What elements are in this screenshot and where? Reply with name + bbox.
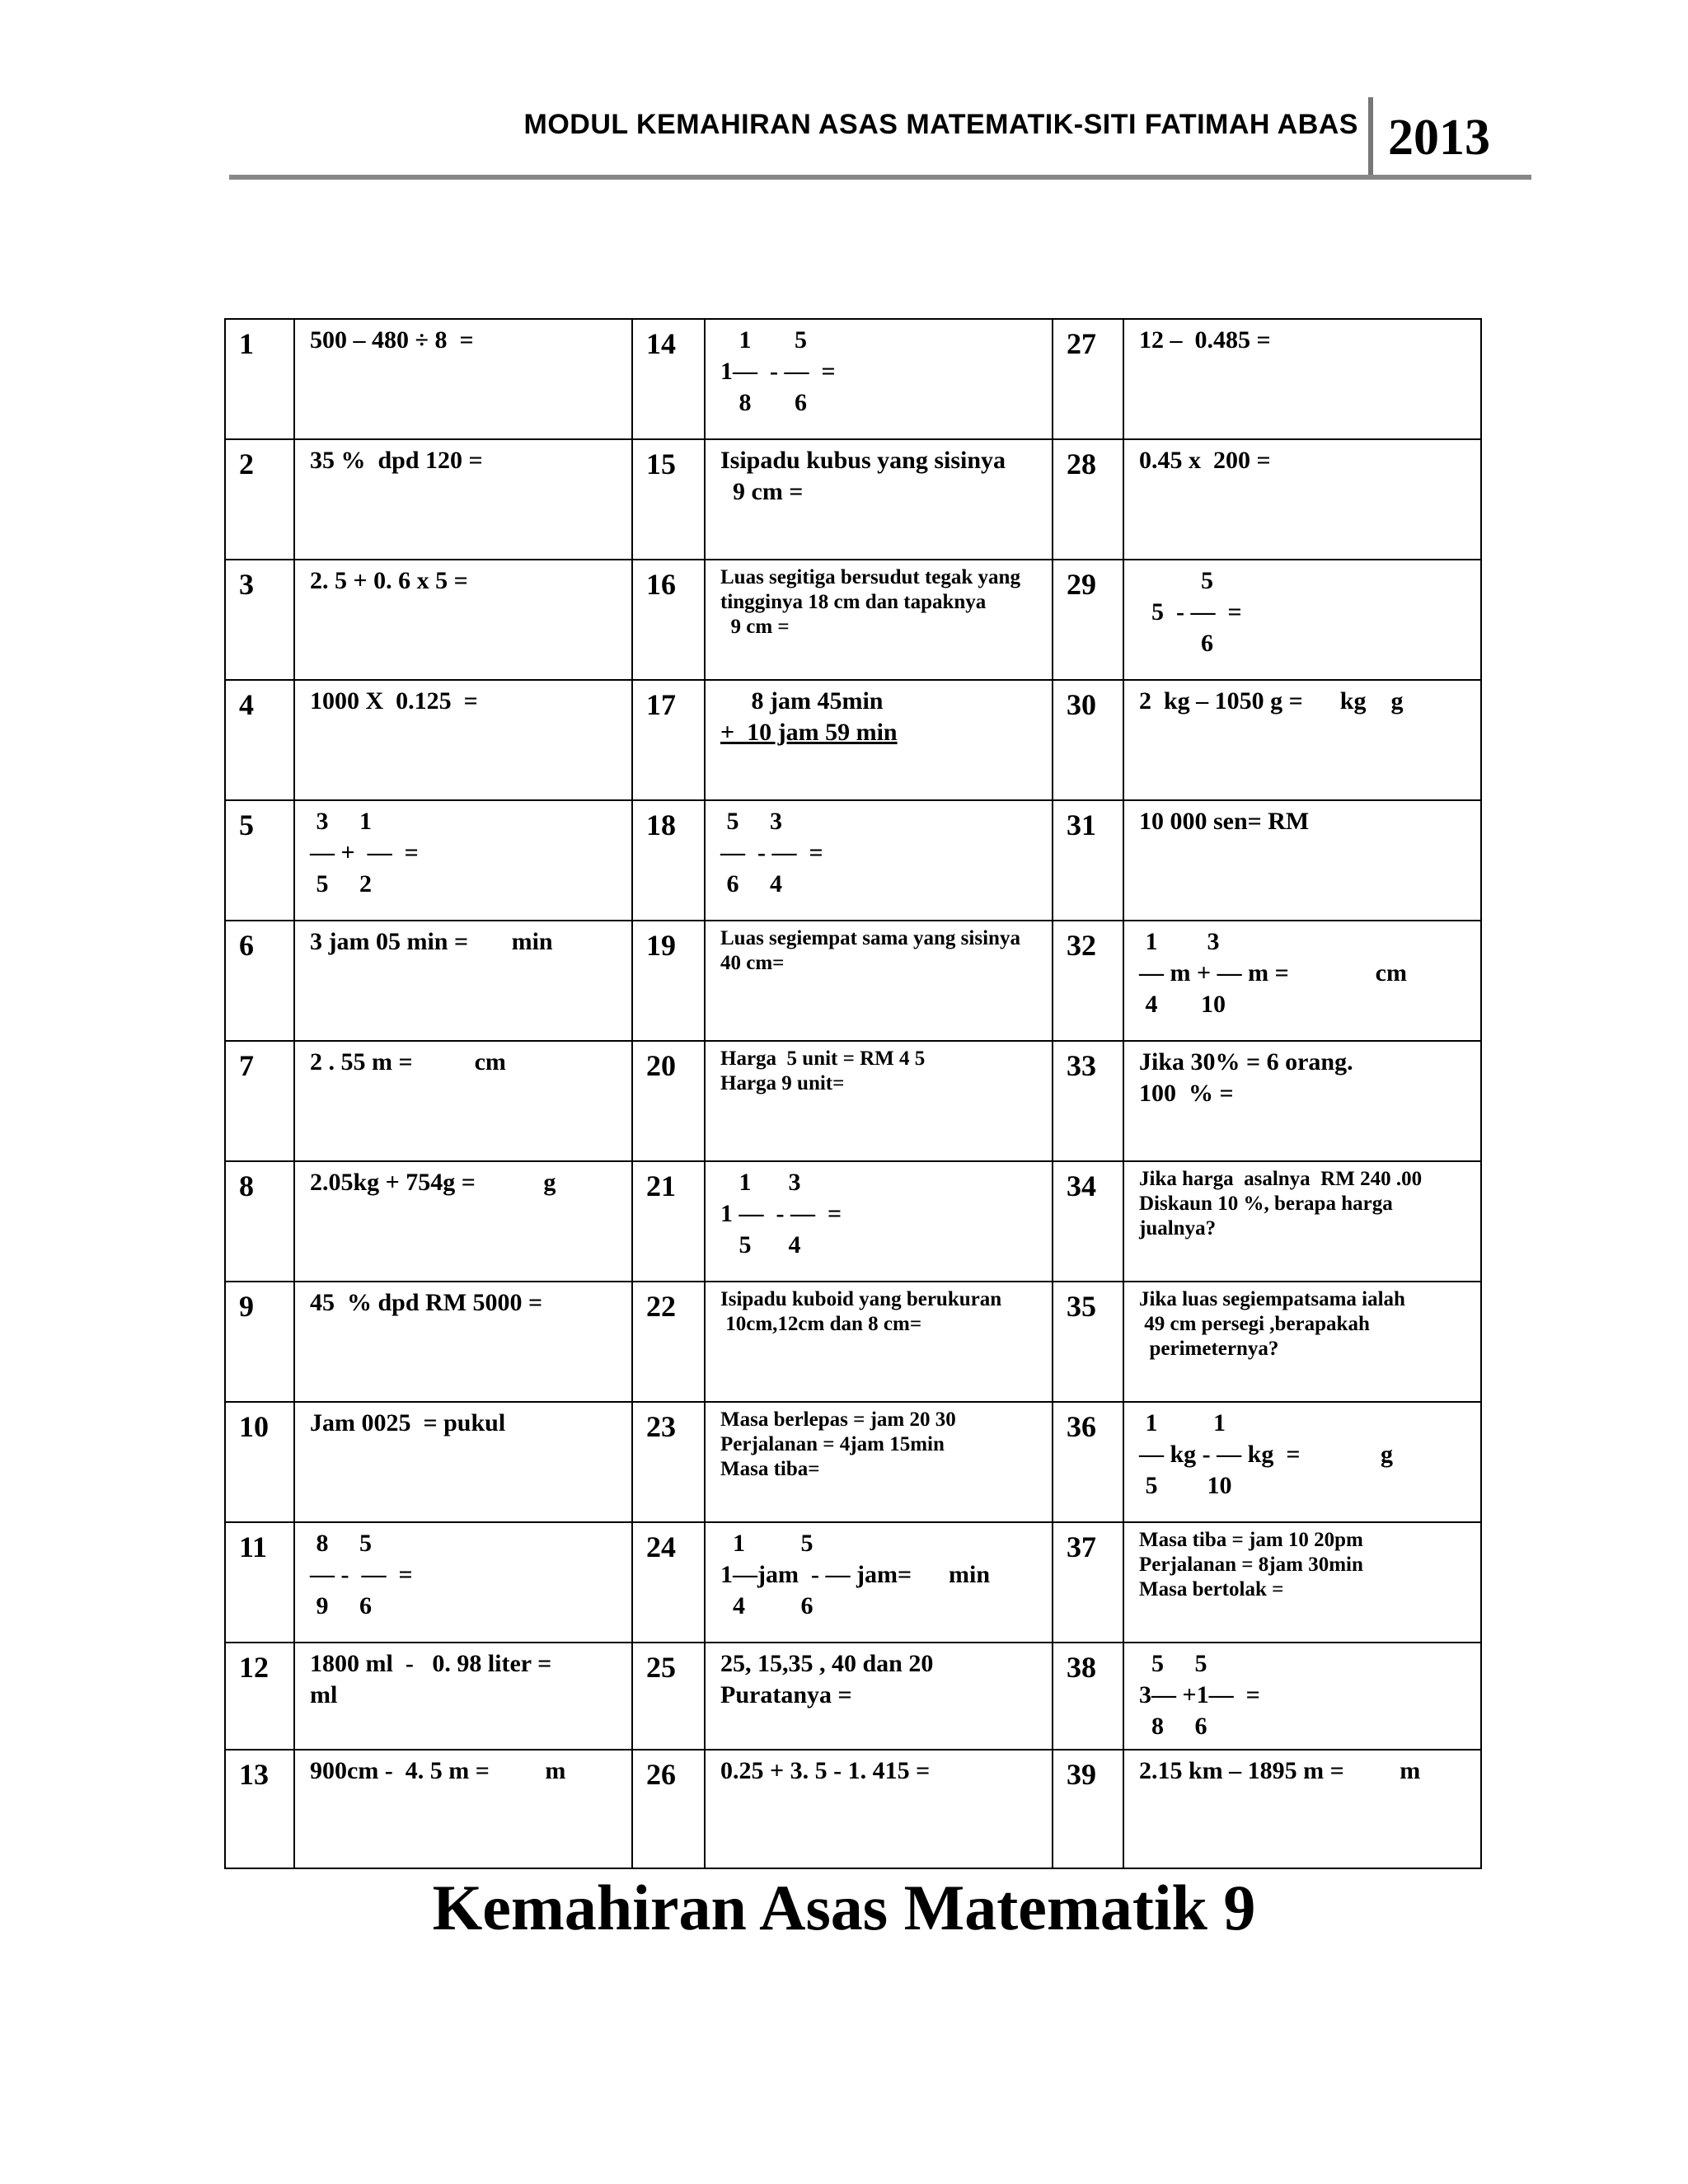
question-line: Perjalanan = 4jam 15min [720,1433,945,1455]
question-text [294,1643,632,1750]
question-line: 5 5 [1139,1650,1207,1677]
question-number: 8 [225,1161,294,1282]
question-line: Puratanya = [720,1681,852,1708]
table-row [225,1161,1481,1282]
question-number: 3 [225,560,294,680]
question-text [1123,560,1481,680]
question-line: 1 1 [1139,1409,1226,1436]
question-line: 5 2 [310,870,372,898]
question-number: 32 [1053,921,1123,1041]
question-number: 2 [225,439,294,560]
question-text [705,800,1053,921]
question-text [1123,1041,1481,1161]
question-line: Luas segitiga bersudut tegak yang [720,566,1020,588]
question-number: 33 [1053,1041,1123,1161]
question-text [705,1522,1053,1643]
question-line: 2 kg – 1050 g = kg g [1139,687,1404,715]
question-text [1123,1522,1481,1643]
question-line: — - — = [310,1561,413,1588]
question-line: 2.05kg + 754g = g [310,1169,556,1196]
question-line: 9 cm = [720,478,804,505]
question-line: 1—jam - — jam= min [720,1561,991,1588]
question-line: 1 3 [720,1169,801,1196]
question-line: 1800 ml - 0. 98 liter = [310,1650,552,1677]
question-line: 9 6 [310,1592,372,1619]
question-text [705,1643,1053,1750]
question-text [705,439,1053,560]
question-number: 29 [1053,560,1123,680]
question-line: 2 . 55 m = cm [310,1048,506,1076]
question-line: 1000 X 0.125 = [310,687,478,715]
question-text [1123,1750,1481,1868]
table-row [225,319,1481,439]
question-line: 1 — - — = [720,1200,842,1227]
question-number: 1 [225,319,294,439]
table-row [225,1282,1481,1402]
question-number: 12 [225,1643,294,1750]
question-line: 35 % dpd 120 = [310,447,483,474]
question-line: — - — = [720,839,823,866]
question-line: 49 cm persegi ,berapakah [1139,1313,1370,1335]
question-text [705,1161,1053,1282]
table-row [225,439,1481,560]
question-number: 13 [225,1750,294,1868]
question-number: 9 [225,1282,294,1402]
question-text [1123,800,1481,921]
question-line: Perjalanan = 8jam 30min [1139,1554,1363,1576]
question-number: 30 [1053,680,1123,800]
question-line: 9 cm = [720,616,790,638]
question-line: Harga 5 unit = RM 4 5 [720,1047,926,1070]
question-grid [224,318,1482,1869]
question-text [294,921,632,1041]
question-line: 5 [1139,567,1213,594]
question-line: 8 6 [720,389,807,416]
question-number: 27 [1053,319,1123,439]
question-line: 2.15 km – 1895 m = m [1139,1757,1421,1784]
question-text [1123,1282,1481,1402]
question-text [294,1750,632,1868]
question-line: 5 - — = [1139,598,1242,626]
question-line: — kg - — kg = g [1139,1441,1393,1468]
question-text [1123,921,1481,1041]
question-line: + 10 jam 59 min [720,719,898,746]
question-line: 4 6 [720,1592,814,1619]
question-text [294,1282,632,1402]
question-number: 23 [632,1402,705,1522]
question-line: 2. 5 + 0. 6 x 5 = [310,567,468,594]
question-text [294,1041,632,1161]
question-text [1123,439,1481,560]
question-line: 0.25 + 3. 5 - 1. 415 = [720,1757,931,1784]
question-line: 900cm - 4. 5 m = m [310,1757,566,1784]
question-line: 40 cm= [720,952,785,974]
question-text [294,1402,632,1522]
question-text [705,1402,1053,1522]
question-text [294,439,632,560]
question-number: 4 [225,680,294,800]
question-line: 1— - — = [720,358,836,385]
question-line: Masa bertolak = [1139,1578,1284,1601]
question-line: Jam 0025 = pukul [310,1409,506,1436]
question-text [294,560,632,680]
table-row [225,1402,1481,1522]
question-number: 28 [1053,439,1123,560]
question-number: 14 [632,319,705,439]
question-text [1123,1643,1481,1750]
question-line: 8 jam 45min [720,687,884,715]
question-line: Jika harga asalnya RM 240 .00 [1139,1168,1423,1190]
question-line: Jika 30% = 6 orang. [1139,1048,1353,1076]
question-number: 24 [632,1522,705,1643]
question-number: 37 [1053,1522,1123,1643]
table-row [225,560,1481,680]
question-text [1123,319,1481,439]
question-number: 5 [225,800,294,921]
question-line: 8 6 [1139,1713,1207,1740]
question-line: 500 – 480 ÷ 8 = [310,326,474,354]
question-text [1123,680,1481,800]
header-divider [1368,97,1373,176]
question-number: 22 [632,1282,705,1402]
question-text [1123,1402,1481,1522]
question-line: ml [310,1681,338,1708]
question-line: perimeternya? [1139,1338,1279,1360]
question-line: Masa tiba= [720,1458,820,1480]
question-line: 8 5 [310,1530,372,1557]
question-line: 25, 15,35 , 40 dan 20 [720,1650,934,1677]
question-number: 39 [1053,1750,1123,1868]
question-line: 10 000 sen= RM [1139,808,1310,835]
question-line: 12 – 0.485 = [1139,326,1271,354]
question-line: 1 5 [720,326,807,354]
header-title: MODUL KEMAHIRAN ASAS MATEMATIK-SITI FATIMAH ABAS [523,109,1358,140]
question-line: 0.45 x 200 = [1139,447,1271,474]
table-row [225,921,1481,1041]
table-row [225,1041,1481,1161]
question-line: 6 4 [720,870,782,898]
question-line: Masa berlepas = jam 20 30 [720,1408,956,1431]
question-number: 15 [632,439,705,560]
question-text [294,1522,632,1643]
question-line: 1 3 [1139,928,1220,955]
question-line: 100 % = [1139,1080,1234,1107]
question-line: 10cm,12cm dan 8 cm= [720,1313,922,1335]
question-number: 6 [225,921,294,1041]
question-text [1123,1161,1481,1282]
table-row [225,680,1481,800]
question-line: tingginya 18 cm dan tapaknya [720,591,987,613]
question-number: 18 [632,800,705,921]
question-line: Isipadu kuboid yang berukuran [720,1288,1002,1310]
question-text [705,1041,1053,1161]
question-line: 45 % dpd RM 5000 = [310,1289,543,1316]
footer-title: Kemahiran Asas Matematik 9 [432,1872,1256,1943]
question-line: 4 10 [1139,991,1226,1018]
question-line: Luas segiempat sama yang sisinya [720,927,1020,949]
question-text [705,560,1053,680]
question-line: 6 [1139,630,1213,657]
header-rule [229,175,1531,180]
question-line: Masa tiba = jam 10 20pm [1139,1529,1363,1551]
question-number: 38 [1053,1643,1123,1750]
question-line: — m + — m = cm [1139,959,1407,987]
header-year: 2013 [1388,110,1490,166]
question-text [705,921,1053,1041]
question-line: — + — = [310,839,419,866]
question-line: 5 3 [720,808,782,835]
question-number: 21 [632,1161,705,1282]
question-text [705,319,1053,439]
question-number: 25 [632,1643,705,1750]
question-number: 31 [1053,800,1123,921]
question-line: jualnya? [1139,1217,1217,1240]
question-line: Diskaun 10 %, berapa harga [1139,1193,1393,1215]
question-number: 11 [225,1522,294,1643]
question-line: 1 5 [720,1530,814,1557]
question-line: 5 10 [1139,1472,1232,1499]
question-line: Jika luas segiempatsama ialah [1139,1288,1405,1310]
question-text [705,1282,1053,1402]
question-number: 10 [225,1402,294,1522]
question-line: 3 jam 05 min = min [310,928,553,955]
question-line: 5 4 [720,1231,801,1258]
question-line: 3— +1— = [1139,1681,1260,1708]
question-text [705,680,1053,800]
question-line: 3 1 [310,808,372,835]
question-line: Harga 9 unit= [720,1072,845,1094]
question-text [294,1161,632,1282]
question-number: 34 [1053,1161,1123,1282]
table-row [225,1643,1481,1750]
question-text [294,800,632,921]
question-number: 17 [632,680,705,800]
question-line: Isipadu kubus yang sisinya [720,447,1006,474]
question-number: 20 [632,1041,705,1161]
question-number: 35 [1053,1282,1123,1402]
question-text [294,319,632,439]
question-text [705,1750,1053,1868]
question-number: 19 [632,921,705,1041]
table-row [225,1750,1481,1868]
table-row [225,1522,1481,1643]
question-number: 7 [225,1041,294,1161]
question-number: 16 [632,560,705,680]
table-row [225,800,1481,921]
question-number: 36 [1053,1402,1123,1522]
question-number: 26 [632,1750,705,1868]
question-text [294,680,632,800]
